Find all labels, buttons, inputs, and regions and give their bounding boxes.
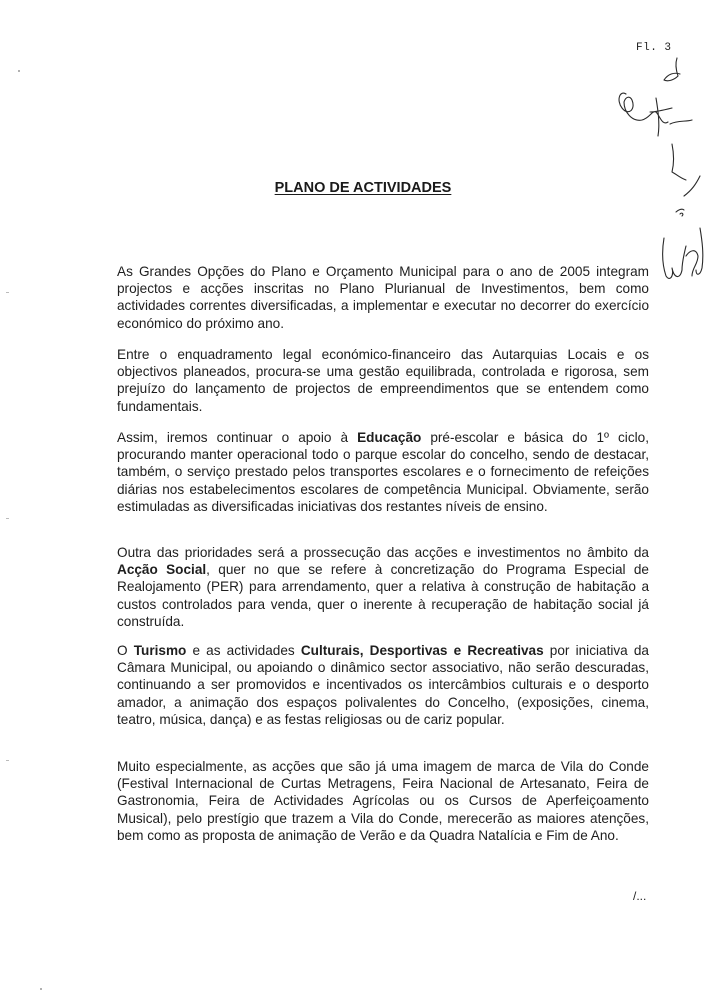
keyword-turismo: Turismo xyxy=(133,643,187,658)
continuation-mark: /... xyxy=(633,889,647,903)
paragraph-turismo-cultura xyxy=(117,642,649,728)
scan-binder-mark xyxy=(6,292,9,293)
scan-speck xyxy=(40,988,42,990)
page-number: Fl. 3 xyxy=(636,42,672,54)
keyword-accao-social: Acção Social xyxy=(117,562,207,578)
paragraph-imagem-de-marca xyxy=(117,758,649,844)
paragraph-grandes-opcoes xyxy=(117,263,649,332)
document-title: PLANO DE ACTIVIDADES xyxy=(274,180,452,196)
paragraph-text: Assim, iremos continuar o apoio à xyxy=(117,430,358,445)
paragraph-text: , quer no que se refere à concretização do Programa Especial de Realojamento (PER) para arrendamento, quer a relativa à construção de habitação a custos controlados para venda, quer o inerente à recuperação de habitação social já construída. xyxy=(117,562,649,629)
paragraph-text: As Grandes Opções do Plano e Orçamento Municipal para o ano de 2005 integram projectos e acções inscritas no Plano Plurianual de Investimentos, bem como actividades correntes diversificadas, a implementar e executar no decorrer do exercício económico do próximo ano. xyxy=(117,264,649,331)
paragraph-text: Muito especialmente, as acções que são já uma imagem de marca de Vila do Conde (Festival Internacional de Curtas Metragens, Feira Nacional de Artesanato, Feira de Gastronomia, Feira de Actividades Agrícolas ou os Cursos de Aperfeiçoamento Musical), pelo prestígio que trazem a Vila do Conde, merecerão as maiores atenções, bem como as proposta de animação de Verão e da Quadra Natalícia e Fim de Ano. xyxy=(117,759,649,843)
scan-speck xyxy=(18,70,20,72)
paragraph-educacao xyxy=(117,429,649,515)
paragraph-enquadramento-legal xyxy=(117,346,649,415)
keyword-educacao: Educação xyxy=(357,430,422,445)
paragraph-text: Outra das prioridades será a prossecução das acções e investimentos no âmbito da xyxy=(117,545,649,560)
paragraph-text: por iniciativa da Câmara Municipal, ou apoiando o dinâmico sector associativo, não serão descuradas, continuando a ser promovidos e incentivados os intercâmbios culturais e o desporto amador, a animação dos espaços polivalentes do Concelho, (exposições, cinema, teatro, música, dança) e as festas religiosas ou de cariz popular. xyxy=(117,643,649,727)
paragraph-text: Entre o enquadramento legal económico-financeiro das Autarquias Locais e os objectivos planeados, procura-se uma gestão equilibrada, controlada e rigorosa, sem prejuízo do lançamento de projectos de empreendimentos que se entendem como fundamentais. xyxy=(117,347,649,414)
paragraph-text: e as actividades xyxy=(186,643,301,658)
paragraph-accao-social xyxy=(117,544,649,630)
scan-binder-mark xyxy=(6,518,9,519)
paragraph-text: O xyxy=(117,643,134,658)
scan-binder-mark xyxy=(6,760,9,761)
keyword-culturais-desportivas-recreativas: Culturais, Desportivas e Recreativas xyxy=(300,643,544,658)
paragraph-text: pré-escolar e básica do 1º ciclo, procurando manter operacional todo o parque escolar do concelho, sendo de destacar, também, o serviço prestado pelos transportes escolares e o fornecimento de refeições diárias nos estabelecimentos escolares de competência Municipal. Obviamente, serão estimuladas as diversificadas iniciativas dos restantes níveis de ensino. xyxy=(117,430,649,514)
